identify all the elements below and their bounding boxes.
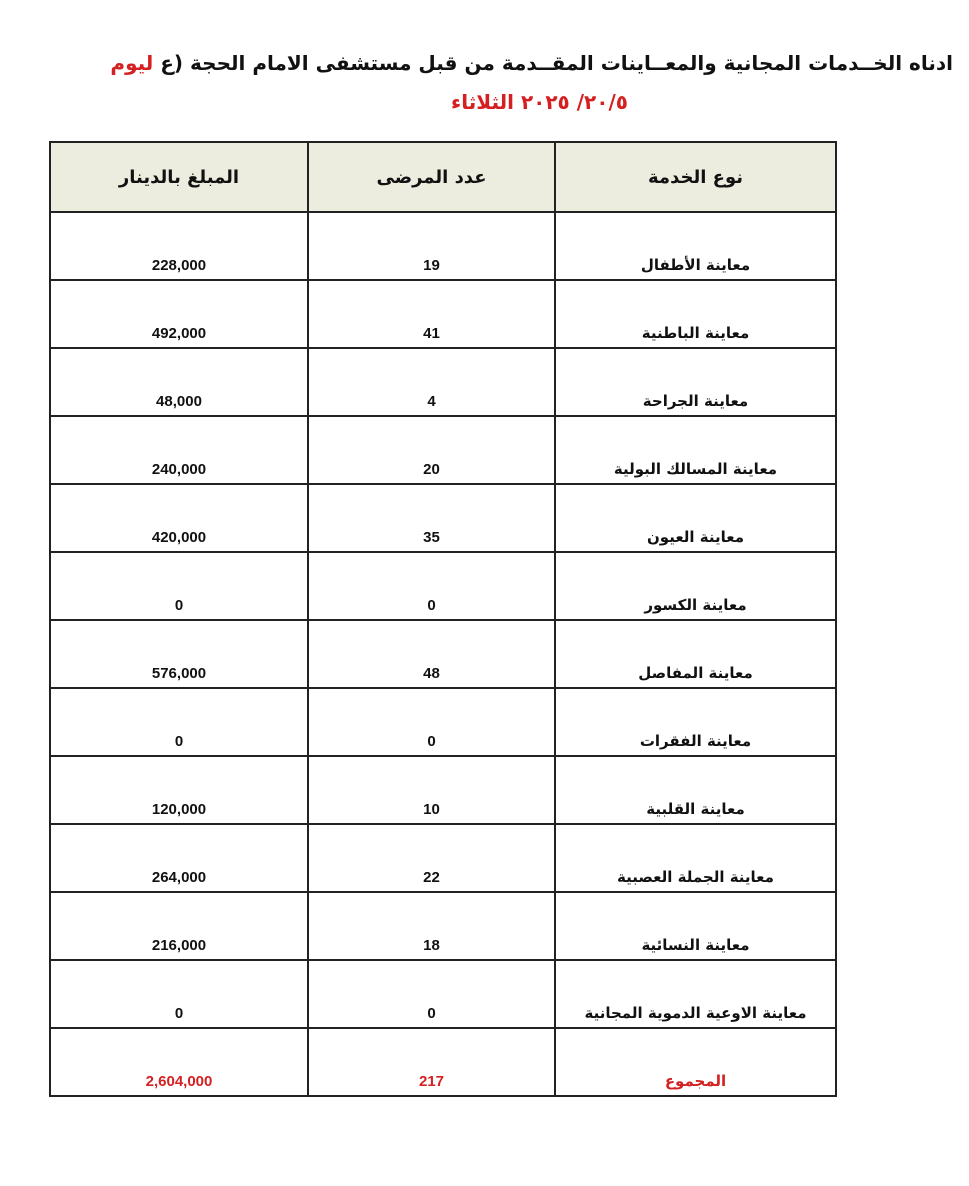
service-cell: معاينة الكسور xyxy=(555,552,836,620)
service-cell: معاينة الجراحة xyxy=(555,348,836,416)
total-label-cell: المجموع xyxy=(555,1028,836,1096)
table-row xyxy=(50,892,836,960)
table-row xyxy=(50,280,836,348)
service-cell: معاينة الفقرات xyxy=(555,688,836,756)
amount-cell: 576,000 xyxy=(50,620,308,688)
page-title xyxy=(23,48,953,78)
patients-cell: 18 xyxy=(308,892,555,960)
service-cell: معاينة الاوعية الدموية المجانية xyxy=(555,960,836,1028)
patients-cell: 10 xyxy=(308,756,555,824)
service-cell: معاينة الأطفال xyxy=(555,212,836,280)
service-cell: معاينة القلبية xyxy=(555,756,836,824)
amount-cell: 264,000 xyxy=(50,824,308,892)
table-row xyxy=(50,960,836,1028)
title-day-label: ليوم xyxy=(110,51,161,75)
table-row xyxy=(50,756,836,824)
table-header-row xyxy=(50,142,836,212)
table-row xyxy=(50,620,836,688)
service-cell: معاينة الباطنية xyxy=(555,280,836,348)
service-cell: معاينة الجملة العصبية xyxy=(555,824,836,892)
patients-cell: 20 xyxy=(308,416,555,484)
patients-cell: 0 xyxy=(308,688,555,756)
table-row xyxy=(50,212,836,280)
amount-cell: 216,000 xyxy=(50,892,308,960)
patients-cell: 48 xyxy=(308,620,555,688)
column-header-amount: المبلغ بالدينار xyxy=(50,142,308,212)
table-row xyxy=(50,348,836,416)
table-row xyxy=(50,688,836,756)
total-amount-cell: 2,604,000 xyxy=(50,1028,308,1096)
service-cell: معاينة المفاصل xyxy=(555,620,836,688)
amount-cell: 0 xyxy=(50,552,308,620)
service-cell: معاينة النسائية xyxy=(555,892,836,960)
table-row xyxy=(50,824,836,892)
amount-cell: 0 xyxy=(50,688,308,756)
patients-cell: 35 xyxy=(308,484,555,552)
amount-cell: 420,000 xyxy=(50,484,308,552)
patients-cell: 0 xyxy=(308,960,555,1028)
amount-cell: 228,000 xyxy=(50,212,308,280)
patients-cell: 0 xyxy=(308,552,555,620)
service-cell: معاينة المسالك البولية xyxy=(555,416,836,484)
report-date xyxy=(0,88,969,116)
title-main: ادناه الخــدمات المجانية والمعــاينات المقــدمة من قبل مستشفى الامام الحجة (ع xyxy=(160,51,953,75)
patients-cell: 19 xyxy=(308,212,555,280)
services-table xyxy=(49,141,837,1097)
patients-cell: 22 xyxy=(308,824,555,892)
patients-cell: 41 xyxy=(308,280,555,348)
amount-cell: 120,000 xyxy=(50,756,308,824)
patients-cell: 4 xyxy=(308,348,555,416)
column-header-service: نوع الخدمة xyxy=(555,142,836,212)
amount-cell: 0 xyxy=(50,960,308,1028)
table-row xyxy=(50,484,836,552)
amount-cell: 240,000 xyxy=(50,416,308,484)
report-date-text: ٢٠/٥/ ٢٠٢٥ الثلاثاء xyxy=(451,90,628,114)
total-patients-cell: 217 xyxy=(308,1028,555,1096)
column-header-patients: عدد المرضى xyxy=(308,142,555,212)
amount-cell: 48,000 xyxy=(50,348,308,416)
table-row xyxy=(50,416,836,484)
total-row xyxy=(50,1028,836,1096)
amount-cell: 492,000 xyxy=(50,280,308,348)
service-cell: معاينة العيون xyxy=(555,484,836,552)
table-row xyxy=(50,552,836,620)
